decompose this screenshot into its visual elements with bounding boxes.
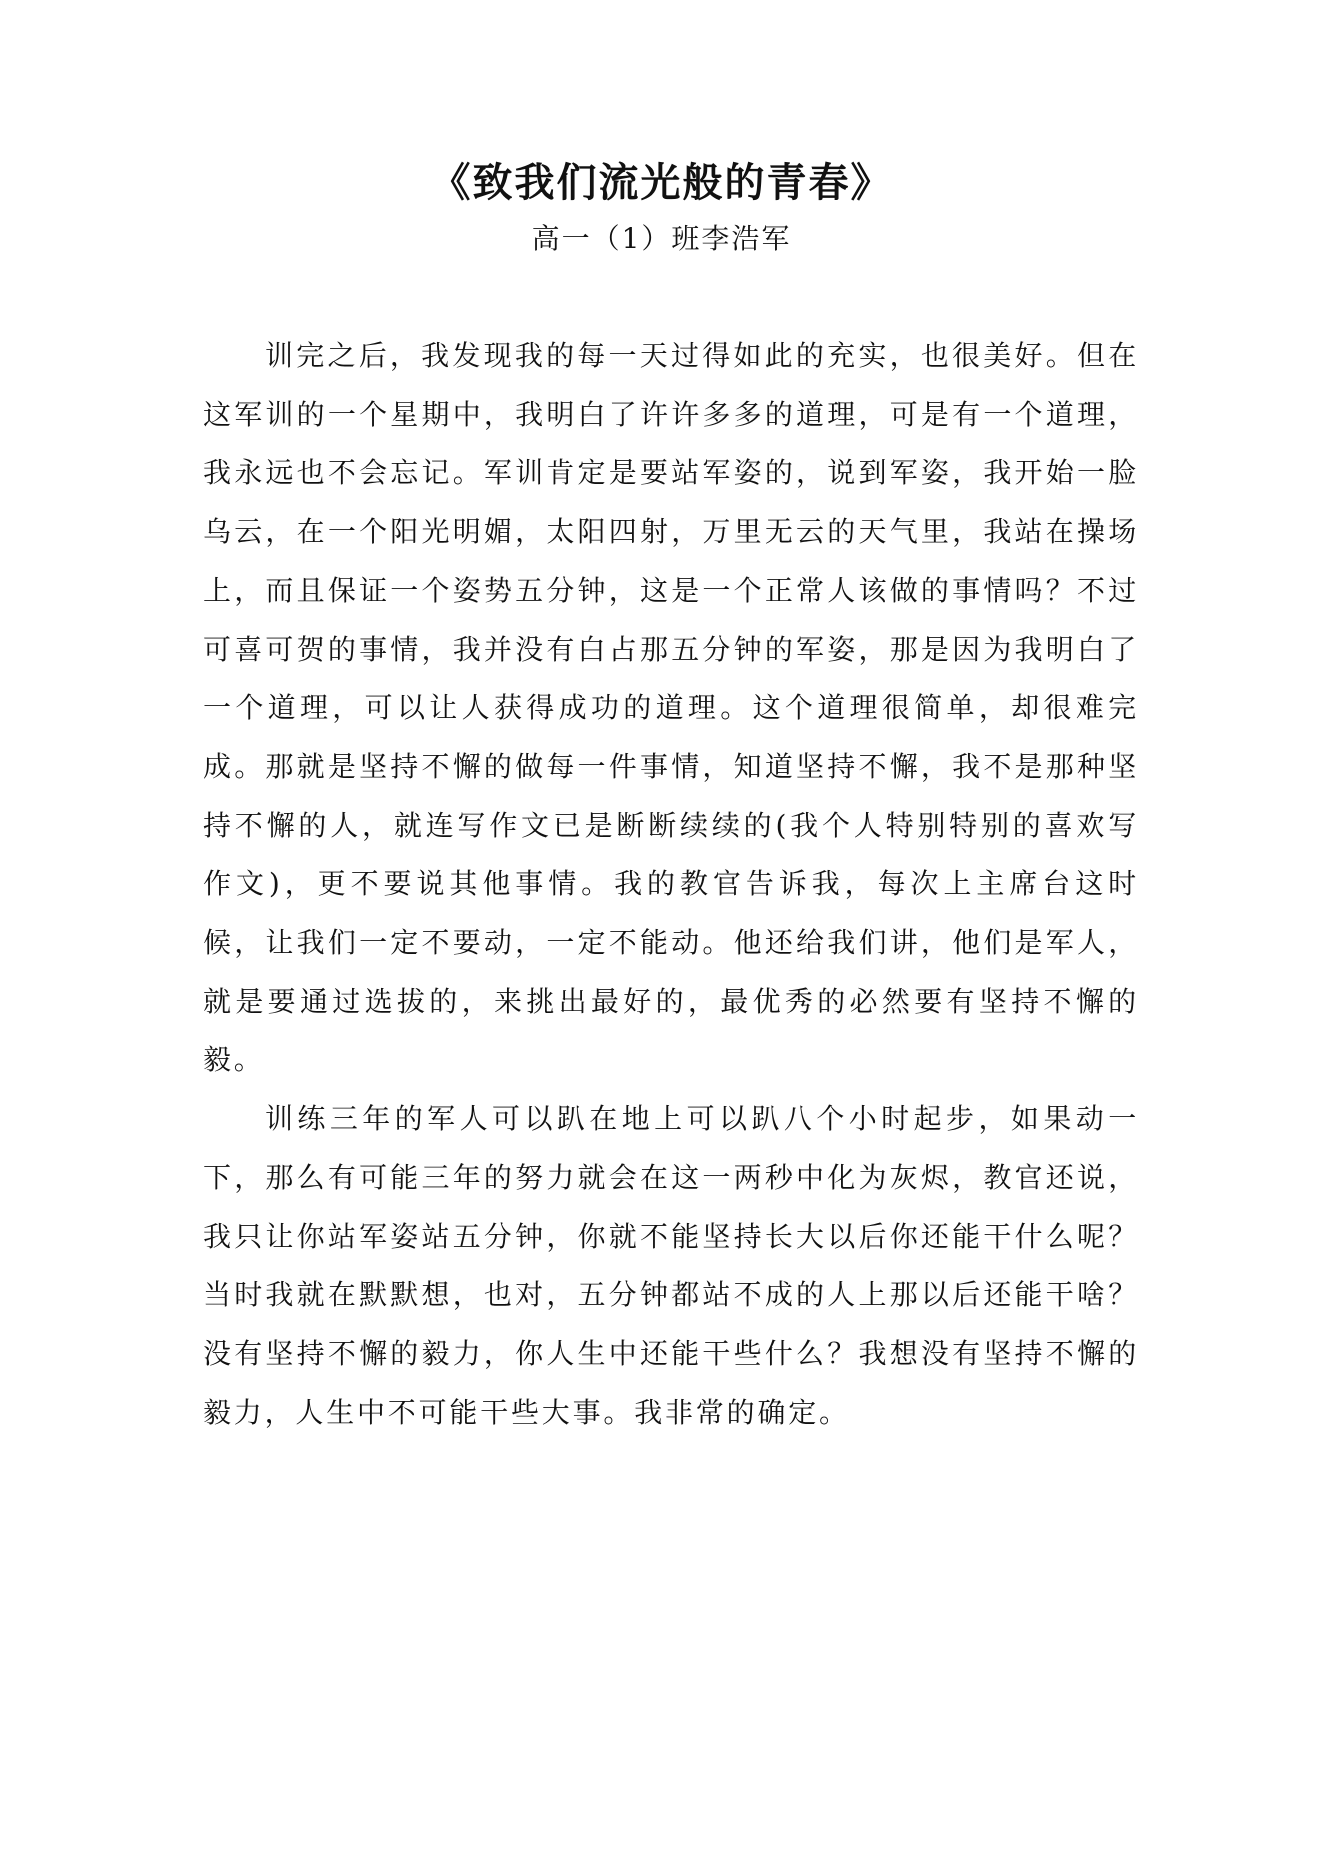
author-line: 高一（1）班李浩军 — [531, 222, 792, 255]
paragraph-1: 训完之后，我发现我的每一天过得如此的充实，也很美好。但在这军训的一个星期中，我明白了许许多多的道理，可是有一个道理，我永远也不会忘记。军训肯定是要站军姿的，说到军姿，我开始一脸乌云，在一个阳光明媚，太阳四射，万里无云的天气里，我站在操场上，而且保证一个姿势五分钟，这是一个正常人该做的事情吗？不过可喜可贺的事情，我并没有白占那五分钟的军姿，那是因为我明白了一个道理，可以让人获得成功的道理。这个道理很简单，却很难完成。那就是坚持不懈的做每一件事情，知道坚持不懈，我不是那种坚持不懈的人，就连写作文已是断断续续的(我个人特别特别的喜欢写作文)，更不要说其他事情。我的教官告诉我，每次上主席台这时候，让我们一定不要动，一定不能动。他还给我们讲，他们是军人，就是要通过选拔的，来挑出最好的，最优秀的必然要有坚持不懈的毅。 — [203, 339, 1139, 1077]
document-body — [203, 327, 1139, 1442]
document-title: 《致我们流光般的青春》 — [430, 159, 893, 206]
paragraph-2: 训练三年的军人可以趴在地上可以趴八个小时起步，如果动一下，那么有可能三年的努力就会在这一两秒中化为灰烬，教官还说，我只让你站军姿站五分钟，你就不能坚持长大以后你还能干什么呢？当时我就在默默想，也对，五分钟都站不成的人上那以后还能干啥？没有坚持不懈的毅力，你人生中还能干些什么？我想没有坚持不懈的毅力，人生中不可能干些大事。我非常的确定。 — [203, 1102, 1139, 1429]
